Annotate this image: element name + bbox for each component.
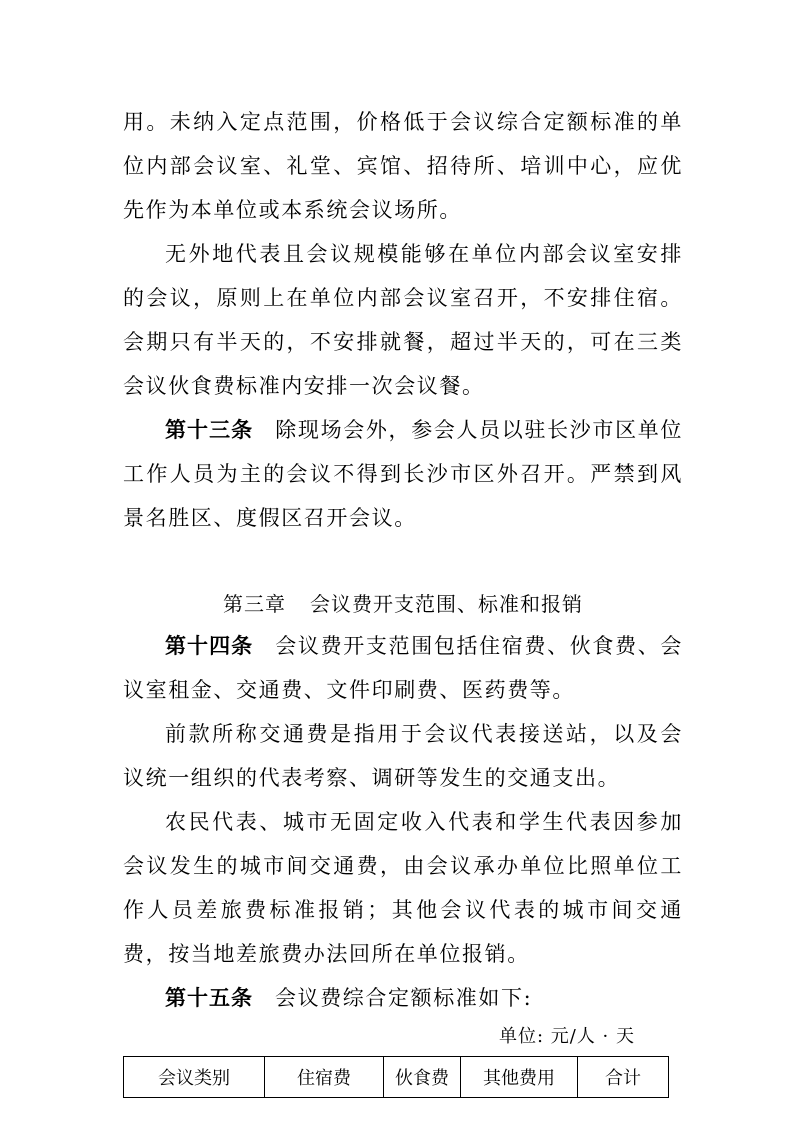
- table-header-cell: 伙食费: [384, 1057, 461, 1098]
- chapter-title: 会议费开支范围、标准和报销: [310, 592, 583, 616]
- table-header-cell: 合计: [578, 1057, 669, 1098]
- page-content: [123, 100, 683, 1098]
- table-unit-note: 单位: 元/人 · 天: [498, 1026, 635, 1047]
- article-13: [123, 408, 683, 540]
- article-15-label: 第十五条: [165, 986, 253, 1010]
- article-14: [123, 624, 683, 712]
- article-14-label: 第十四条: [165, 634, 254, 658]
- article-15-text: 会议费综合定额标准如下:: [275, 986, 533, 1010]
- table-header-cell: 会议类别: [124, 1057, 265, 1098]
- paragraph-transport: 前款所称交通费是指用于会议代表接送站，以及会议统一组织的代表考察、调研等发生的交通支出。: [123, 722, 683, 790]
- article-14-text: 会议费开支范围包括住宿费、伙食费、会议室租金、交通费、文件印刷费、医药费等。: [123, 634, 683, 702]
- fee-standard-table: [123, 1056, 669, 1098]
- table-header-cell: 其他费用: [461, 1057, 578, 1098]
- article-13-label: 第十三条: [165, 418, 254, 442]
- chapter-heading: [123, 584, 683, 624]
- paragraph-representatives: 农民代表、城市无固定收入代表和学生代表因参加会议发生的城市间交通费，由会议承办单位比照单位工作人员差旅费标准报销；其他会议代表的城市间交通费，按当地差旅费办法回所在单位报销。: [123, 810, 683, 966]
- paragraph-continuation: 用。未纳入定点范围，价格低于会议综合定额标准的单位内部会议室、礼堂、宾馆、招待所、培训中心，应优先作为本单位或本系统会议场所。: [123, 110, 683, 222]
- article-15: [123, 976, 683, 1020]
- chapter-number: 第三章: [223, 592, 286, 616]
- paragraph-internal-meeting: 无外地代表且会议规模能够在单位内部会议室安排的会议，原则上在单位内部会议室召开，不安排住宿。会期只有半天的，不安排就餐，超过半天的，可在三类会议伙食费标准内安排一次会议餐。: [123, 242, 683, 398]
- table-header-cell: 住宿费: [265, 1057, 384, 1098]
- article-13-text: 除现场会外，参会人员以驻长沙市区单位工作人员为主的会议不得到长沙市区外召开。严禁到风景名胜区、度假区召开会议。: [123, 418, 683, 530]
- table-header-row: [124, 1057, 669, 1098]
